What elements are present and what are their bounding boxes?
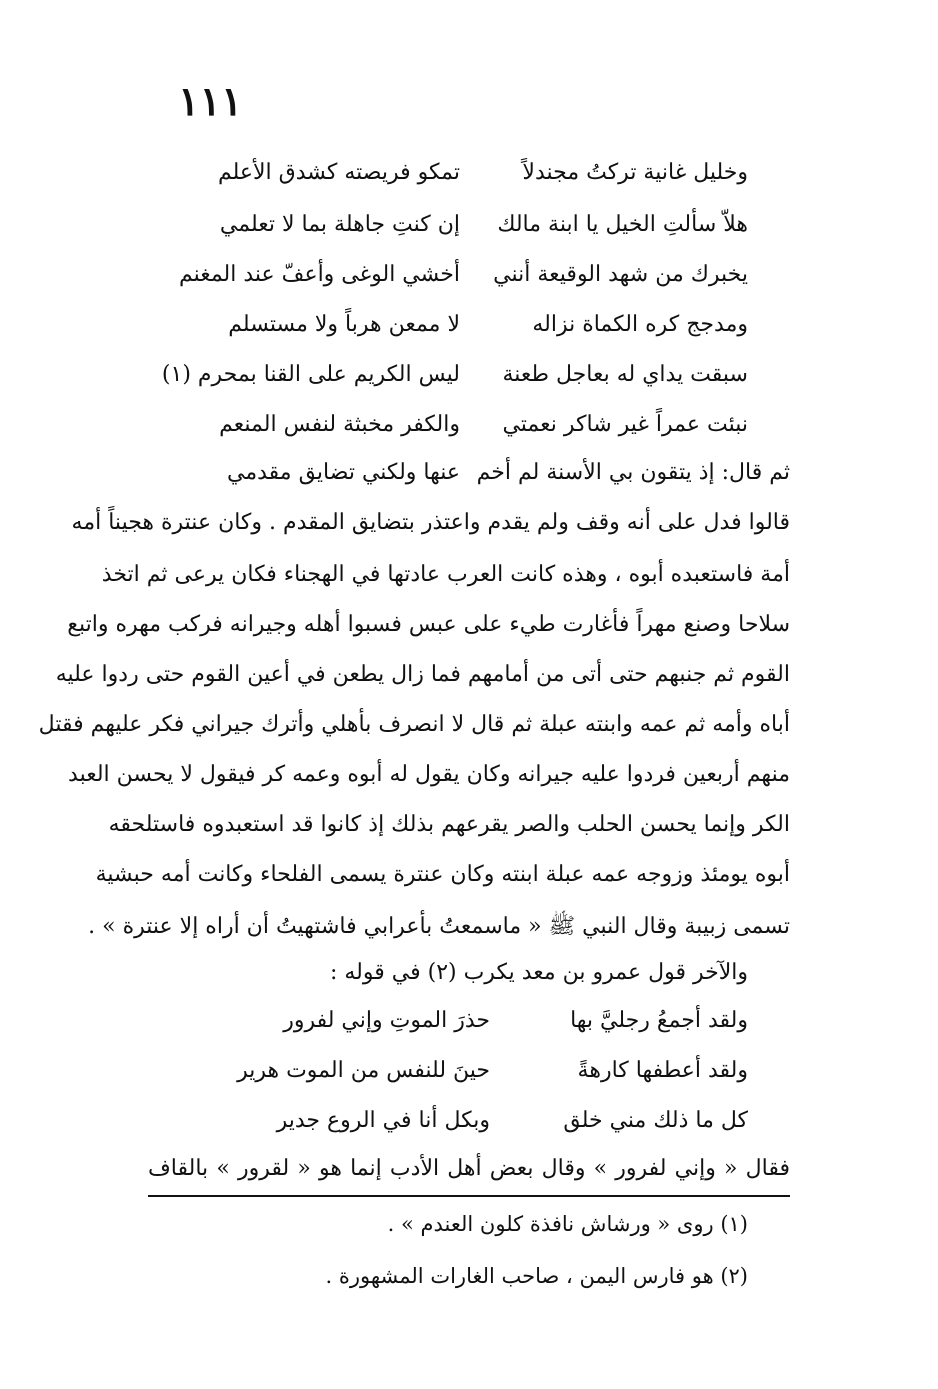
body-paragraph-line: سلاحا وصنع مهراً فأغارت طيء على عبس فسبوا أهله وجيرانه فركب مهره واتبع xyxy=(67,612,790,637)
verse-second-hemistich: إن كنتِ جاهلة بما لا تعلمي xyxy=(219,212,460,237)
body-paragraph-line: أباه وأمه ثم عمه وابنته عبلة ثم قال لا انصرف بأهلي وأترك جيراني فكر عليهم فقتل xyxy=(38,712,790,737)
body-paragraph-line: أبوه يومئذ وزوجه عمه عبلة ابنته وكان عنترة يسمى الفلحاء وكانت أمه حبشية xyxy=(95,862,790,887)
verse-second-hemistich: والكفر مخبثة لنفس المنعم xyxy=(219,412,460,437)
body-paragraph-line: أمة فاستعبده أبوه ، وهذه كانت العرب عادتها في الهجناء فكان يرعى ثم اتخذ xyxy=(101,562,790,587)
verse-intro-line: والآخر قول عمرو بن معد يكرب (٢) في قوله : xyxy=(329,960,748,985)
body-paragraph-line: تسمى زبيبة وقال النبي ﷺ « ماسمعتُ بأعرابي فاشتهيتُ أن أراه إلا عنترة » . xyxy=(88,914,790,939)
body-paragraph-line: القوم ثم جنبهم حتى أتى من أمامهم فما زال يطعن في أعين القوم حتى ردوا عليه xyxy=(55,662,790,687)
verse-first-hemistich: ثم قال: إذ يتقون بي الأسنة لم أخم xyxy=(476,460,790,485)
verse-second-hemistich: تمكو فريصته كشدق الأعلم xyxy=(217,160,460,185)
verse-second-hemistich: أخشي الوغى وأعفّ عند المغنم xyxy=(178,262,460,287)
verse-second-hemistich: عنها ولكني تضايق مقدمي xyxy=(227,460,460,485)
verse-first-hemistich: هلاّ سألتِ الخيل يا ابنة مالك xyxy=(497,212,748,237)
verse-line xyxy=(240,1008,748,1048)
footnote-divider xyxy=(148,1195,790,1197)
verse-first-hemistich: ولقد أعطفها كارهةً xyxy=(577,1058,748,1083)
body-paragraph-line: قالوا فدل على أنه وقف ولم يقدم واعتذر بتضايق المقدم . وكان عنترة هجيناً أمه xyxy=(71,510,790,535)
body-paragraph-line: الكر وإنما يحسن الحلب والصر يقرعهم بذلك إذ كانوا قد استعبدوه فاستلحقه xyxy=(108,812,790,837)
verse-second-hemistich: ليس الكريم على القنا بمحرم (١) xyxy=(161,362,460,387)
verse-first-hemistich: نبئت عمراً غير شاكر نعمتي xyxy=(502,412,748,437)
verse-line xyxy=(190,312,748,352)
footnote: (١) روى « ورشاش نافذة كلون العندم » . xyxy=(387,1212,748,1236)
verse-line xyxy=(161,362,748,402)
verse-line xyxy=(190,460,790,500)
verse-second-hemistich: حينَ للنفس من الموت هرير xyxy=(237,1058,490,1083)
verse-line xyxy=(240,1108,748,1148)
verse-first-hemistich: كل ما ذلك مني خلق xyxy=(563,1108,748,1133)
page-number: ١١١ xyxy=(178,78,243,125)
verse-line xyxy=(190,412,748,452)
verse-line xyxy=(178,262,748,302)
verse-first-hemistich: ومدجج كره الكماة نزاله xyxy=(532,312,748,337)
verse-second-hemistich: لا ممعن هرباً ولا مستسلم xyxy=(228,312,460,337)
verse-line xyxy=(190,160,748,200)
verse-first-hemistich: ولقد أجمعُ رجليَّ بها xyxy=(570,1008,748,1033)
closing-line: فقال « وإني لفرور » وقال بعض أهل الأدب إنما هو « لقرور » بالقاف xyxy=(148,1156,790,1181)
verse-line xyxy=(190,212,748,252)
verse-first-hemistich: يخبرك من شهد الوقيعة أنني xyxy=(493,262,748,287)
footnote: (٢) هو فارس اليمن ، صاحب الغارات المشهورة . xyxy=(325,1264,748,1288)
verse-second-hemistich: حذرَ الموتِ وإني لفرور xyxy=(283,1008,490,1033)
verse-first-hemistich: سبقت يداي له بعاجل طعنة xyxy=(502,362,748,387)
verse-second-hemistich: وبكل أنا في الروع جدير xyxy=(276,1108,490,1133)
verse-first-hemistich: وخليل غانية تركتُ مجندلاً xyxy=(522,160,748,185)
body-paragraph-line: منهم أربعين فردوا عليه جيرانه وكان يقول له أبوه وعمه كر فيقول لا يحسن العبد xyxy=(68,762,790,787)
verse-line xyxy=(237,1058,748,1098)
